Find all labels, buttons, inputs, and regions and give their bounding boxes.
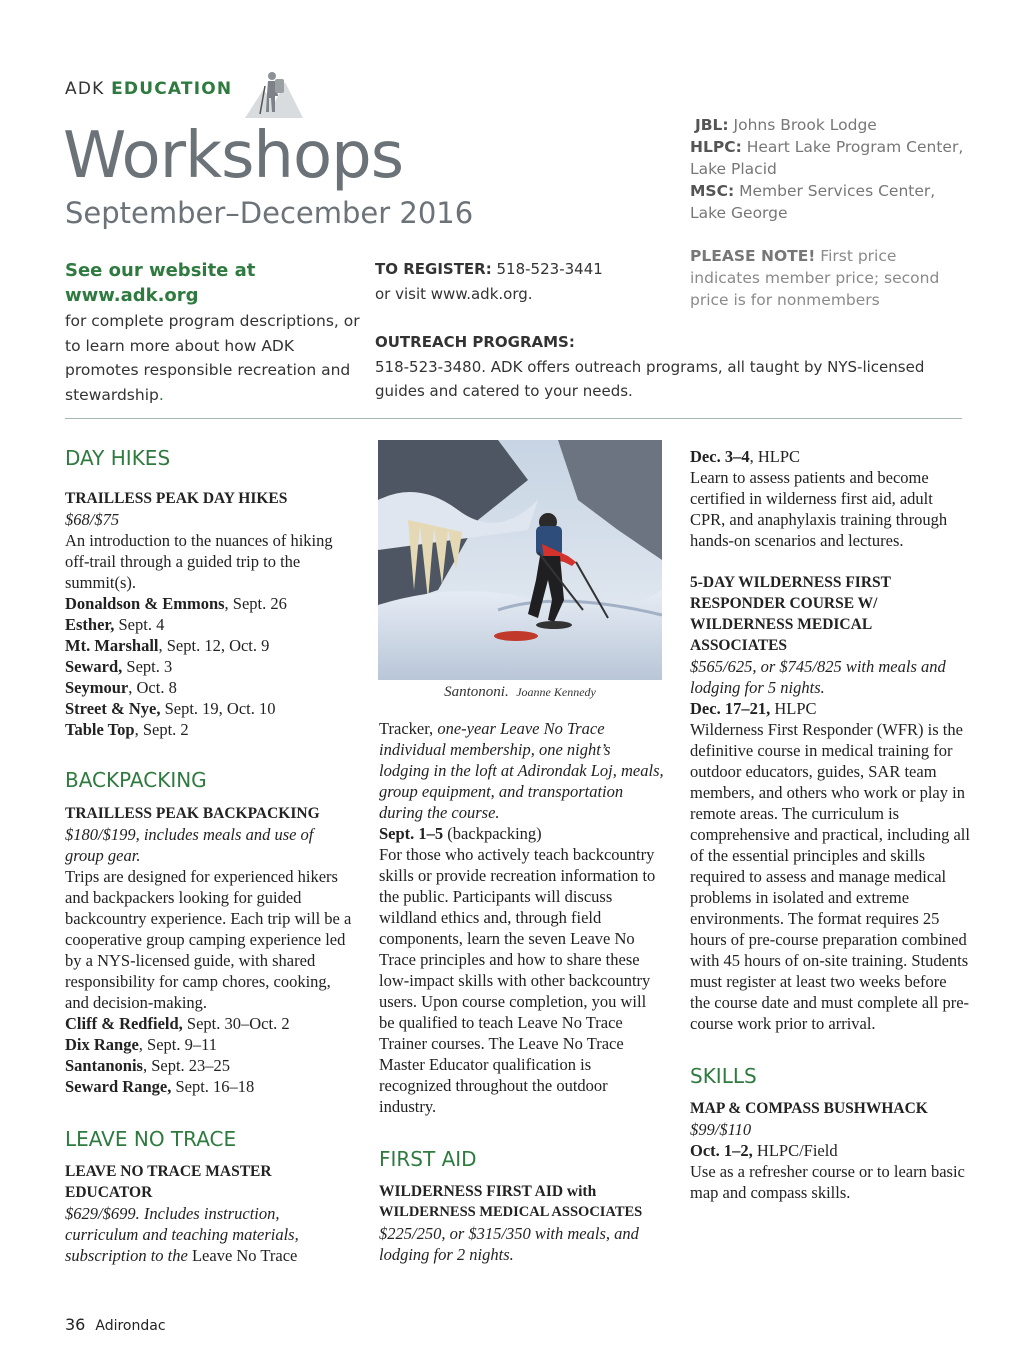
heading-first-aid: FIRST AID: [379, 1147, 477, 1171]
trip-item: Dix Range, Sept. 9–11: [65, 1035, 218, 1054]
heading-backpacking: BACKPACKING: [65, 768, 207, 792]
column-middle: Tracker, one-year Leave No Trace individual membership, one night’s lodging in the loft at Adirondak Loj, meals, group equipment, and transportation during the course. Sept. 1–5 (backpacking) For those who actively teach backcountry skills or provide recreation information to the public. Participants will discuss wildland ethics and, through field components, learn the seven Leave No Trace principles and how to share these low-impact skills with other backcountry users. Upon course completion, you will be qualified to teach Leave No Trace Trainer courses. The Leave No Trace Master Educator qualification is recognized throughout the outdoor industry. FIRST AID WILDERNESS FIRST AID with WILDERNESS MEDICAL ASSOCIATES $225/250, or $315/350 with meals, and lodging for 2 nights.: [379, 719, 664, 1264]
website-description: for complete program descriptions, or to learn more about how ADK promotes responsible recreation and stewardship.: [65, 312, 360, 404]
location-legend: JBL: Johns Brook Lodge HLPC: Heart Lake Program Center, Lake Placid MSC: Member Services Center, Lake George: [690, 116, 964, 222]
trip-item: Esther, Sept. 4: [65, 615, 165, 634]
program-description: Use as a refresher course or to learn basic map and compass skills.: [690, 1162, 965, 1202]
program-description: Learn to assess patients and become certified in wilderness first aid, adult CPR, and anaphylaxis training through hands-on scenarios and lectures.: [690, 468, 948, 550]
trip-item: Cliff & Redfield, Sept. 30–Oct. 2: [65, 1014, 290, 1033]
trip-item: Mt. Marshall, Sept. 12, Oct. 9: [65, 636, 270, 655]
divider: [65, 418, 962, 419]
trip-item: Santanonis, Sept. 23–25: [65, 1056, 231, 1075]
program-price: $565/625, or $745/825 with meals and lodging for 5 nights.: [690, 657, 946, 697]
heading-skills: SKILLS: [690, 1064, 757, 1088]
website-link[interactable]: www.adk.org: [65, 285, 199, 306]
program-description: An introduction to the nuances of hiking off-trail through a guided trip to the summit(s).: [65, 531, 333, 592]
program-date: Dec. 17–21, HLPC: [690, 699, 817, 718]
program-price: $68/$75: [65, 510, 120, 529]
page-subtitle: September–December 2016: [65, 196, 474, 230]
program-description: For those who actively teach backcountry skills or provide recreation information to the public. Participants will discuss wildland ethics and, through field components, learn the seven Leave No Trace principles and how to share these low-impact skills with other backcountry users. Upon course completion, you will be qualified to teach Leave No Trace Trainer courses. The Leave No Trace Master Educator qualification is recognized throughout the outdoor industry.: [379, 845, 656, 1116]
column-right: [690, 446, 970, 1203]
page-number: 36: [65, 1315, 86, 1334]
trip-item: Seward Range, Sept. 16–18: [65, 1077, 255, 1096]
program-price: $180/$199, includes meals and use of group gear.: [65, 825, 314, 865]
program-date: Sept. 1–5 (backpacking): [379, 824, 542, 843]
trip-item: Table Top, Sept. 2: [65, 720, 189, 739]
photo-credit: Joanne Kennedy: [516, 685, 596, 699]
page-footer: [65, 1315, 166, 1334]
website-callout: See our website at www.adk.org: [65, 258, 360, 308]
program-title: 5-DAY WILDERNESS FIRST RESPONDER COURSE W/ WILDERNESS MEDICAL ASSOCIATES: [690, 574, 891, 654]
program-price: $225/250, or $315/350 with meals, and lodging for 2 nights.: [379, 1224, 639, 1264]
photo-caption: Santononi. Joanne Kennedy: [444, 684, 596, 700]
program-title: MAP & COMPASS BUSHWHACK: [690, 1100, 928, 1117]
heading-leave-no-trace: LEAVE NO TRACE: [65, 1127, 237, 1151]
trip-item: Seymour, Oct. 8: [65, 678, 177, 697]
program-description: Trips are designed for experienced hikers and backpackers looking for guided backcountry experience. Each trip will be a cooperative group camping experience led by a NYS-licensed guide, with shared responsibility for camp chores, cooking, and decision-making.: [65, 867, 352, 1012]
trip-item: Seward, Sept. 3: [65, 657, 173, 676]
snowshoe-photo: [378, 440, 662, 680]
magazine-name: Adirondac: [95, 1318, 166, 1334]
program-description: Wilderness First Responder (WFR) is the definitive course in medical training for outdoor educators, guides, SAR team members, and others who work or play in remote areas. The curriculum is comprehensive and practical, including all of the essential principles and skills required to assess and manage medical problems in isolated and extreme environments. The format requires 25 hours of pre-course preparation combined with 45 hours of on-site training. Students must register at least two weeks before the course date and must complete all pre-course work prior to arrival.: [690, 720, 970, 1033]
price-note: PLEASE NOTE! First price indicates member price; second price is for nonmembers: [690, 247, 940, 309]
program-title: TRAILLESS PEAK DAY HIKES: [65, 490, 288, 507]
program-title: LEAVE NO TRACE MASTER EDUCATOR: [65, 1163, 272, 1201]
program-title: TRAILLESS PEAK BACKPACKING: [65, 805, 320, 822]
program-date: Dec. 3–4, HLPC: [690, 447, 801, 466]
trip-item: Donaldson & Emmons, Sept. 26: [65, 594, 287, 613]
program-title: WILDERNESS FIRST AID with: [379, 1183, 597, 1200]
trip-item: Street & Nye, Sept. 19, Oct. 10: [65, 699, 276, 718]
register-info: TO REGISTER: 518-523-3441 or visit www.adk.org.: [375, 260, 603, 303]
program-price: $629/$699. Includes instruction, curriculum and teaching materials, subscription to the: [65, 1204, 299, 1265]
outreach-info: OUTREACH PROGRAMS: 518-523-3480. ADK offers outreach programs, all taught by NYS-licensed guides and catered to your needs.: [375, 333, 925, 400]
program-title-line2: WILDERNESS MEDICAL ASSOCIATES: [379, 1204, 643, 1220]
section-kicker: ADK EDUCATION: [65, 79, 233, 99]
program-price: $99/$110: [690, 1120, 752, 1139]
program-date: Oct. 1–2, HLPC/Field: [690, 1141, 838, 1160]
heading-day-hikes: DAY HIKES: [65, 446, 171, 470]
column-left: DAY HIKES TRAILLESS PEAK DAY HIKES $68/$75 An introduction to the nuances of hiking off-trail through a guided trip to the summit(s). Donaldson & Emmons, Sept. 26 Esther, Sept. 4 Mt. Marshall, Sept. 12, Oct. 9 Seward, Sept. 3 Seymour, Oct. 8 Street & Nye, Sept. 19, Oct. 10 Table Top, Sept. 2 BACKPACKING TRAILLESS PEAK BACKPACKING $180/$199, includes meals and use of group gear. Trips are designed for experienced hikers and backpackers looking for guided backcountry experience. Each trip will be a cooperative group camping experience led by a NYS-licensed guide, with shared responsibility for camp chores, cooking, and decision-making. Cliff & Redfield, Sept. 30–Oct. 2 Dix Range, Sept. 9–11 Santanonis, Sept. 23–25 Seward Range, Sept. 16–18 LEAVE NO TRACE LEAVE NO TRACE MASTER EDUCATOR $629/$699. Includes instruction, curriculum and teaching materials, subscription to the Leave No Trace: [65, 446, 355, 1266]
page-title: Workshops: [63, 119, 404, 193]
kicker-education: EDUCATION: [111, 79, 233, 99]
